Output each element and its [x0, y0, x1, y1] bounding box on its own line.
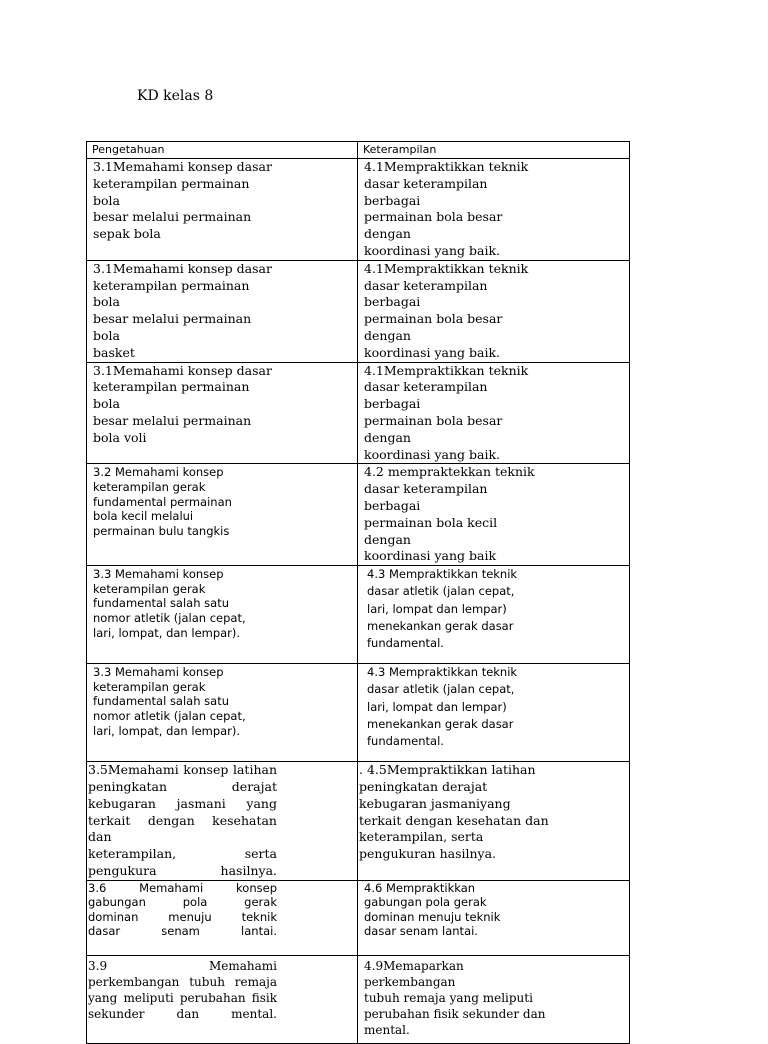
keterampilan-cell [358, 260, 630, 362]
table-row [87, 566, 630, 664]
keterampilan-cell [358, 566, 630, 664]
header-keterampilan: Keterampilan [358, 142, 630, 159]
keterampilan-cell [358, 880, 630, 955]
table-row [87, 362, 630, 464]
keterampilan-cell [358, 464, 630, 566]
keterampilan-cell [358, 362, 630, 464]
keterampilan-text: 4.1Mempraktikkan teknik dasar keterampilan berbagai permainan bola besar dengan koordinasi yang baik. [364, 159, 529, 258]
pengetahuan-text: 3.5Memahami konsep latihan peningkatan derajat kebugaran jasmani yang terkait dengan kesehatan dan keterampilan, serta pengukura hasilnya. [88, 762, 277, 878]
keterampilan-text: 4.1Mempraktikkan teknik dasar keterampilan berbagai permainan bola besar dengan koordinasi yang baik. [364, 260, 529, 360]
header-pengetahuan: Pengetahuan [87, 142, 358, 159]
pengetahuan-text: 3.3 Memahami konsep keterampilan gerak fundamental salah satu nomor atletik (jalan cepat, lari, lompat, dan lempar). [93, 567, 246, 640]
pengetahuan-text: 3.9 Memahami perkembangan tubuh remaja yang meliputi perubahan fisik sekunder dan mental. [88, 958, 277, 1021]
pengetahuan-cell [87, 762, 358, 881]
table-row [87, 260, 630, 362]
table-row [87, 159, 630, 261]
keterampilan-text: 4.1Mempraktikkan teknik dasar keterampilan berbagai permainan bola besar dengan koordinasi yang baik. [364, 362, 529, 462]
keterampilan-text: 4.9Memaparkan perkembangan tubuh remaja yang meliputi perubahan fisik sekunder dan mental. [364, 958, 546, 1037]
pengetahuan-text: 3.1Memahami konsep dasar keterampilan permainan bola besar melalui permainan bola voli [93, 362, 272, 445]
pengetahuan-cell [87, 159, 358, 261]
keterampilan-text: 4.2 mempraktekkan teknik dasar keterampilan berbagai permainan bola kecil dengan koordinasi yang baik [364, 464, 535, 564]
pengetahuan-cell [87, 362, 358, 464]
pengetahuan-text: 3.6 Memahami konsep gabungan pola gerak dominan menuju teknik dasar senam lantai. [88, 880, 277, 939]
pengetahuan-cell [87, 566, 358, 664]
keterampilan-text: 4.3 Mempraktikkan teknik dasar atletik (jalan cepat, lari, lompat dan lempar) menekankan gerak dasar fundamental. [367, 665, 518, 748]
pengetahuan-text: 3.2 Memahami konsep keterampilan gerak fundamental permainan bola kecil melalui permainan bulu tangkis [93, 465, 232, 538]
keterampilan-cell [358, 762, 630, 881]
keterampilan-text: 4.6 Mempraktikkan gabungan pola gerak dominan menuju teknik dasar senam lantai. [364, 880, 501, 939]
keterampilan-text: . 4.5Mempraktikkan latihan peningkatan derajat kebugaran jasmaniyang terkait dengan kesehatan dan keterampilan, serta pengukuran hasilnya. [359, 762, 549, 862]
header-row [87, 142, 630, 159]
pengetahuan-cell [87, 664, 358, 762]
keterampilan-cell [358, 664, 630, 762]
keterampilan-text: 4.3 Mempraktikkan teknik dasar atletik (jalan cepat, lari, lompat dan lempar) menekankan gerak dasar fundamental. [367, 567, 518, 650]
pengetahuan-text: 3.1Memahami konsep dasar keterampilan permainan bola besar melalui permainan sepak bola [93, 159, 272, 242]
table-row [87, 762, 630, 881]
table-row [87, 955, 630, 1043]
pengetahuan-text: 3.1Memahami konsep dasar keterampilan permainan bola besar melalui permainan bola basket [93, 260, 272, 360]
table-row [87, 464, 630, 566]
pengetahuan-cell [87, 955, 358, 1043]
table-row [87, 664, 630, 762]
kd-table [86, 141, 630, 1044]
keterampilan-cell [358, 159, 630, 261]
pengetahuan-cell [87, 880, 358, 955]
table-row [87, 880, 630, 955]
pengetahuan-cell [87, 260, 358, 362]
document-title: KD kelas 8 [137, 88, 214, 104]
pengetahuan-cell [87, 464, 358, 566]
keterampilan-cell [358, 955, 630, 1043]
pengetahuan-text: 3.3 Memahami konsep keterampilan gerak fundamental salah satu nomor atletik (jalan cepat, lari, lompat, dan lempar). [93, 665, 246, 738]
